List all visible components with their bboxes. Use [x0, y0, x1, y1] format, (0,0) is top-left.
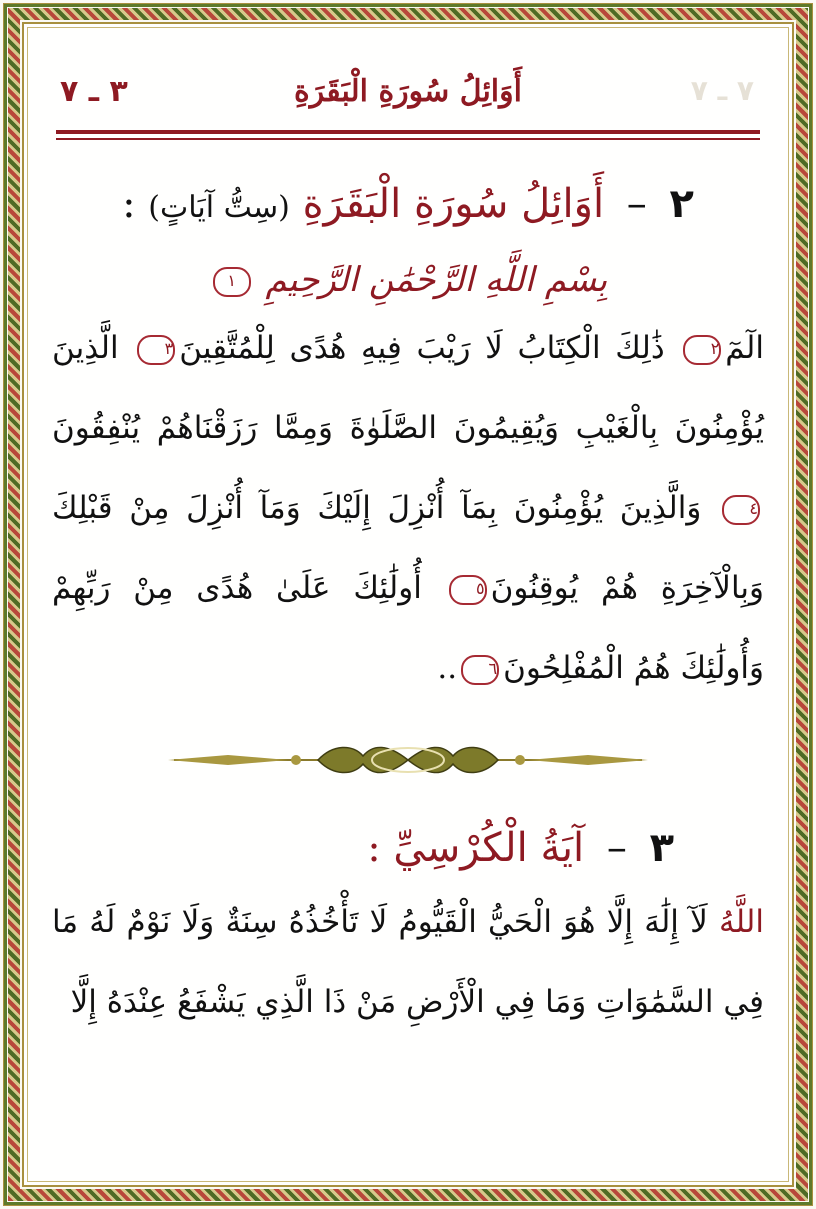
divine-name: اللَّهُ: [719, 904, 764, 940]
verse-text: لَآ إِلَٰهَ إِلَّا هُوَ الْحَيُّ الْقَيُّومُ لَا تَأْخُذُهُ سِنَةٌ وَلَا نَوْمٌ لَهُ مَا فِي السَّمَٰوَاتِ وَمَا فِي الْأَرْضِ مَنْ ذَا الَّذِي يَشْفَعُ عِنْدَهُ إِلَّا: [52, 904, 764, 1020]
section-dash: –: [626, 181, 647, 227]
verse-text: أُولَٰئِكَ عَلَىٰ هُدًى مِنْ رَبِّهِمْ وَأُولَٰئِكَ هُمُ الْمُفْلِحُونَ: [52, 570, 764, 686]
section-number: ٢: [669, 181, 694, 227]
verse-text: ذَٰلِكَ الْكِتَابُ لَا رَيْبَ فِيهِ هُدًى لِلْمُتَّقِينَ: [179, 330, 665, 366]
basmala-text: بِسْمِ اللَّهِ الرَّحْمَٰنِ الرَّحِيمِ: [265, 260, 608, 300]
section-heading-1: [52, 178, 764, 230]
ayah-number-marker: ٥: [449, 575, 487, 605]
ayah-number-marker: ٣: [137, 335, 175, 365]
ornament-divider-icon: [168, 738, 648, 782]
section-heading-2: [52, 822, 764, 874]
header-rule-thin: [56, 138, 760, 140]
header-rule: [56, 130, 760, 134]
verse-trailing-dots: ..: [437, 650, 458, 686]
ayah-number-marker: ٢: [683, 335, 721, 365]
section-colon: :: [122, 181, 136, 227]
verse-text: الٓمٓ: [725, 330, 764, 366]
section-number: ٣: [649, 825, 674, 871]
verse-block-2: [52, 882, 764, 1042]
section-title: آيَةُ الْكُرْسِيِّ: [393, 825, 585, 871]
verse-text: وَالَّذِينَ يُؤْمِنُونَ بِمَآ أُنْزِلَ إِلَيْكَ وَمَآ أُنْزِلَ مِنْ قَبْلِكَ وَبِالْآخِرَةِ هُمْ يُوقِنُونَ: [52, 490, 764, 606]
section-title: أَوَائِلُ سُورَةِ الْبَقَرَةِ: [302, 181, 605, 227]
section-dash: –: [606, 825, 627, 871]
ayah-number-marker: ١: [213, 267, 251, 297]
ayah-number-marker: ٦: [461, 655, 499, 685]
running-title: أَوَائِلُ سُورَةِ الْبَقَرَةِ: [294, 74, 522, 109]
basmala: [52, 260, 764, 300]
ayah-number-marker: ٤: [722, 495, 760, 525]
verse-text: الَّذِينَ يُؤْمِنُونَ بِالْغَيْبِ وَيُقِيمُونَ الصَّلَوٰةَ وَمِمَّا رَزَقْنَاهُمْ يُنْفِقُونَ: [52, 330, 764, 446]
verse-block-1: [52, 308, 764, 708]
page-number-faint: ٧ ـ ٧: [690, 74, 754, 107]
section-note: (سِتُّ آيَاتٍ): [148, 190, 290, 225]
page-content: [52, 60, 764, 1169]
page-number: ٣ ـ ٧: [60, 74, 128, 109]
section-colon: :: [367, 825, 381, 871]
page-header: [52, 60, 764, 138]
